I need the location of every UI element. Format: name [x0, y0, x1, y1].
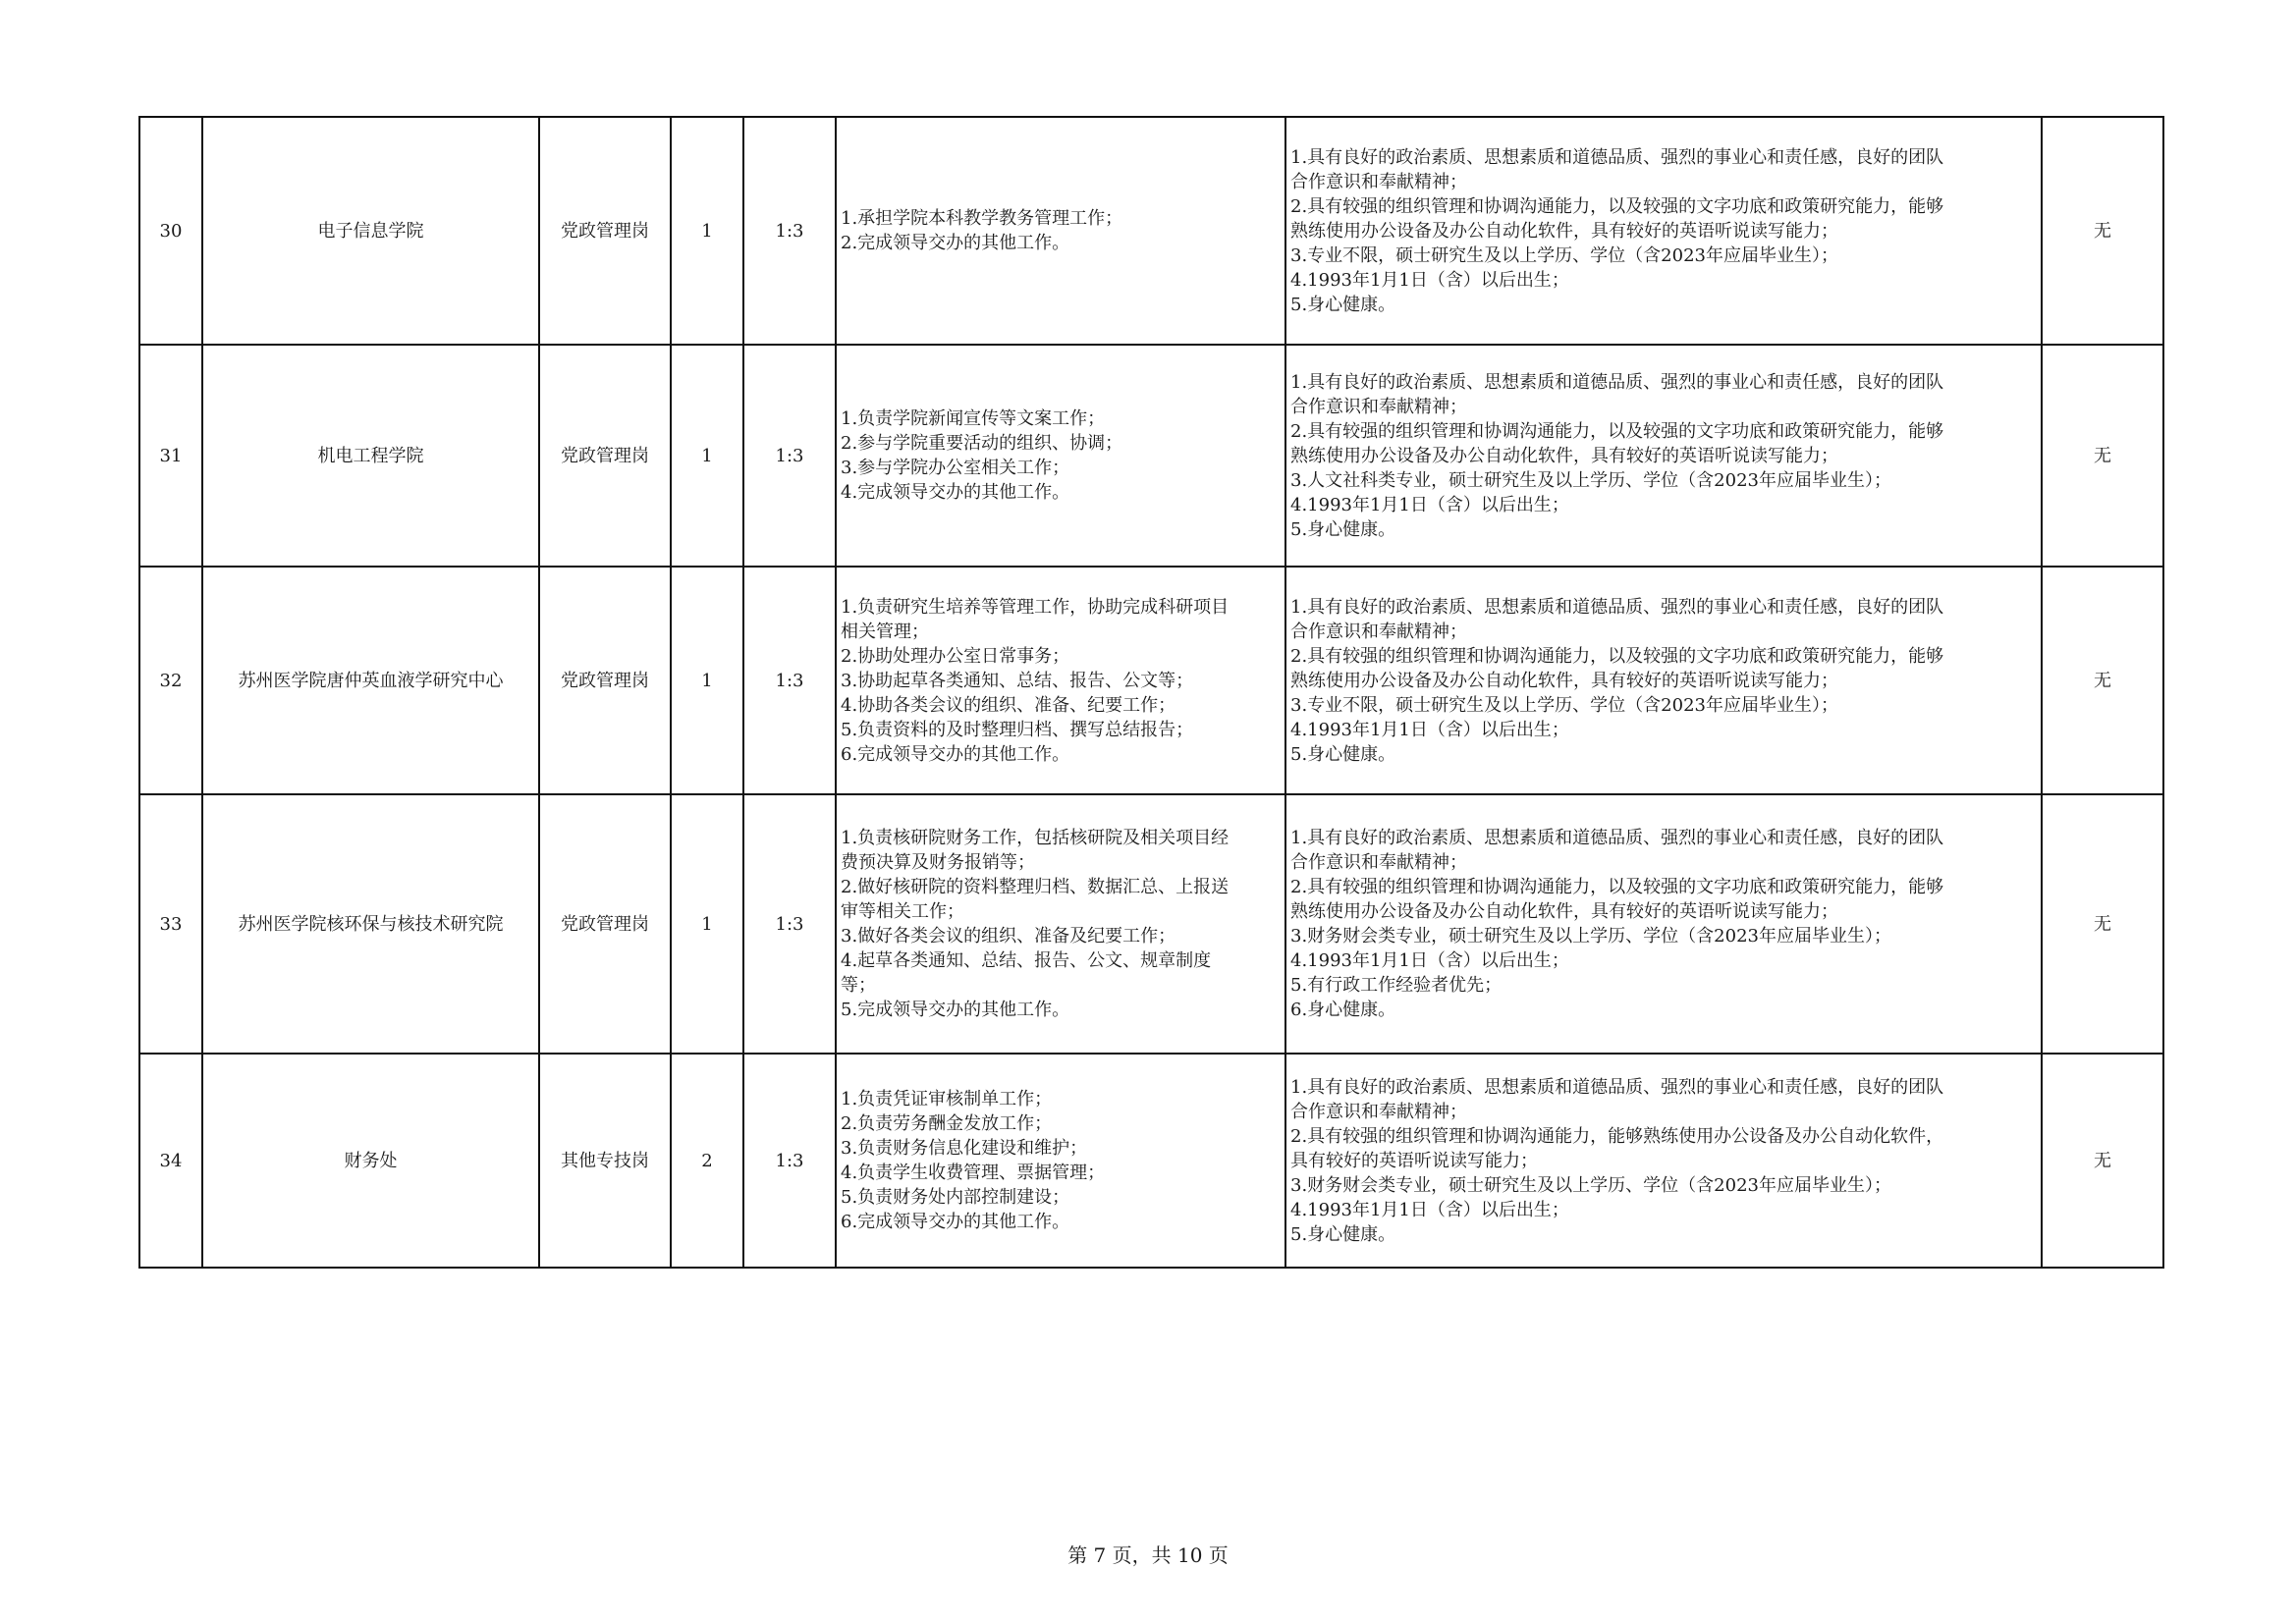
requirement-line: 1.具有良好的政治素质、思想素质和道德品质、强烈的事业心和责任感，良好的团队: [1290, 828, 1944, 848]
ratio-cell: 1:3: [743, 1054, 836, 1268]
duty-line: 1.负责学院新闻宣传等文案工作；: [841, 408, 1106, 429]
unit-name-cell: 财务处: [202, 1054, 539, 1268]
requirement-line: 合作意识和奉献精神；: [1290, 171, 1467, 192]
note-cell: 无: [2042, 567, 2163, 794]
requirement-line: 4.1993年1月1日（含）以后出生；: [1290, 494, 1569, 515]
ratio-cell: 1:3: [743, 567, 836, 794]
duty-line: 2.完成领导交办的其他工作。: [841, 233, 1070, 253]
post-type-cell: 党政管理岗: [539, 794, 671, 1054]
duty-line: 2.参与学院重要活动的组织、协调；: [841, 433, 1123, 454]
requirement-line: 3.专业不限，硕士研究生及以上学历、学位（含2023年应届毕业生）；: [1290, 244, 1838, 266]
duty-line: 6.完成领导交办的其他工作。: [841, 1212, 1070, 1232]
ratio-cell: 1:3: [743, 794, 836, 1054]
duty-line: 相关管理；: [841, 621, 929, 642]
table-row: [139, 567, 2163, 794]
requirement-line: 2.具有较强的组织管理和协调沟通能力，以及较强的文字功底和政策研究能力，能够: [1290, 645, 1944, 667]
duties-cell: [836, 1054, 1285, 1268]
requirement-line: 5.身心健康。: [1290, 743, 1396, 765]
duty-line: 2.做好核研院的资料整理归档、数据汇总、上报送: [841, 877, 1230, 897]
requirement-line: 1.具有良好的政治素质、思想素质和道德品质、强烈的事业心和责任感，良好的团队: [1290, 146, 1944, 168]
requirement-line: 4.1993年1月1日（含）以后出生；: [1290, 719, 1569, 740]
post-type-cell: 党政管理岗: [539, 117, 671, 345]
requirements-cell: [1285, 117, 2042, 345]
duty-line: 3.参与学院办公室相关工作；: [841, 458, 1070, 478]
duty-line: 1.负责研究生培养等管理工作，协助完成科研项目: [841, 596, 1230, 618]
requirements-cell: [1285, 567, 2042, 794]
requirement-line: 1.具有良好的政治素质、思想素质和道德品质、强烈的事业心和责任感，良好的团队: [1290, 1076, 1944, 1098]
page-footer: 第 7 页，共 10 页: [1067, 1543, 1229, 1567]
requirement-line: 3.财务财会类专业，硕士研究生及以上学历、学位（含2023年应届毕业生）；: [1290, 1174, 1891, 1196]
table-row: [139, 345, 2163, 567]
requirement-line: 4.1993年1月1日（含）以后出生；: [1290, 1199, 1569, 1220]
row-number-cell: 31: [139, 345, 202, 567]
note-cell: 无: [2042, 794, 2163, 1054]
ratio-cell: 1:3: [743, 345, 836, 567]
duty-line: 5.完成领导交办的其他工作。: [841, 1000, 1070, 1020]
unit-name-cell: 电子信息学院: [202, 117, 539, 345]
requirement-line: 合作意识和奉献精神；: [1290, 1101, 1467, 1122]
requirements-cell: [1285, 794, 2042, 1054]
duties-cell: [836, 794, 1285, 1054]
duty-line: 1.负责凭证审核制单工作；: [841, 1089, 1053, 1109]
unit-name-cell: 苏州医学院唐仲英血液学研究中心: [202, 567, 539, 794]
duty-line: 4.协助各类会议的组织、准备、纪要工作；: [841, 694, 1176, 716]
duty-line: 1.承担学院本科教学教务管理工作；: [841, 208, 1123, 229]
note-cell: 无: [2042, 1054, 2163, 1268]
requirement-line: 3.人文社科类专业，硕士研究生及以上学历、学位（含2023年应届毕业生）；: [1290, 469, 1891, 491]
duty-line: 6.完成领导交办的其他工作。: [841, 743, 1070, 765]
duties-cell: [836, 345, 1285, 567]
row-number-cell: 34: [139, 1054, 202, 1268]
requirement-line: 4.1993年1月1日（含）以后出生；: [1290, 269, 1569, 291]
requirement-line: 4.1993年1月1日（含）以后出生；: [1290, 950, 1569, 971]
headcount-cell: 1: [671, 117, 743, 345]
headcount-cell: 1: [671, 794, 743, 1054]
requirement-line: 2.具有较强的组织管理和协调沟通能力，以及较强的文字功底和政策研究能力，能够: [1290, 420, 1944, 442]
requirement-line: 熟练使用办公设备及办公自动化软件，具有较好的英语听说读写能力；: [1290, 670, 1838, 691]
requirement-line: 5.身心健康。: [1290, 518, 1396, 540]
post-type-cell: 党政管理岗: [539, 345, 671, 567]
row-number-cell: 30: [139, 117, 202, 345]
requirements-cell: [1285, 345, 2042, 567]
table-row: [139, 794, 2163, 1054]
duty-line: 3.负责财务信息化建设和维护；: [841, 1138, 1088, 1159]
requirement-line: 合作意识和奉献精神；: [1290, 396, 1467, 417]
duty-line: 费预决算及财务报销等；: [841, 852, 1035, 873]
requirement-line: 2.具有较强的组织管理和协调沟通能力，以及较强的文字功底和政策研究能力，能够: [1290, 877, 1944, 897]
requirements-cell: [1285, 1054, 2042, 1268]
headcount-cell: 1: [671, 345, 743, 567]
duty-line: 2.负责劳务酬金发放工作；: [841, 1113, 1053, 1134]
requirement-line: 合作意识和奉献精神；: [1290, 621, 1467, 642]
requirement-line: 合作意识和奉献精神；: [1290, 852, 1467, 873]
requirement-line: 2.具有较强的组织管理和协调沟通能力，能够熟练使用办公设备及办公自动化软件，: [1290, 1125, 1944, 1147]
requirement-line: 熟练使用办公设备及办公自动化软件，具有较好的英语听说读写能力；: [1290, 220, 1838, 242]
headcount-cell: 1: [671, 567, 743, 794]
duty-line: 4.完成领导交办的其他工作。: [841, 482, 1070, 503]
requirement-line: 6.身心健康。: [1290, 1000, 1396, 1020]
post-type-cell: 其他专技岗: [539, 1054, 671, 1268]
requirement-line: 3.专业不限，硕士研究生及以上学历、学位（含2023年应届毕业生）；: [1290, 694, 1838, 716]
duties-cell: [836, 567, 1285, 794]
requirement-line: 5.有行政工作经验者优先；: [1290, 975, 1503, 996]
duty-line: 3.协助起草各类通知、总结、报告、公文等；: [841, 670, 1194, 691]
post-type-cell: 党政管理岗: [539, 567, 671, 794]
duty-line: 4.负责学生收费管理、票据管理；: [841, 1163, 1106, 1183]
table-body: [139, 117, 2163, 1268]
duties-cell: [836, 117, 1285, 345]
requirement-line: 熟练使用办公设备及办公自动化软件，具有较好的英语听说读写能力；: [1290, 445, 1838, 466]
duty-line: 3.做好各类会议的组织、准备及纪要工作；: [841, 926, 1176, 947]
duty-line: 2.协助处理办公室日常事务；: [841, 645, 1070, 667]
requirement-line: 2.具有较强的组织管理和协调沟通能力，以及较强的文字功底和政策研究能力，能够: [1290, 195, 1944, 217]
row-number-cell: 32: [139, 567, 202, 794]
headcount-cell: 2: [671, 1054, 743, 1268]
table-row: [139, 117, 2163, 345]
requirement-line: 5.身心健康。: [1290, 1223, 1396, 1245]
table-row: [139, 1054, 2163, 1268]
duty-line: 4.起草各类通知、总结、报告、公文、规章制度: [841, 950, 1212, 971]
note-cell: 无: [2042, 345, 2163, 567]
duty-line: 5.负责资料的及时整理归档、撰写总结报告；: [841, 719, 1194, 740]
unit-name-cell: 机电工程学院: [202, 345, 539, 567]
duty-line: 1.负责核研院财务工作，包括核研院及相关项目经: [841, 828, 1230, 848]
unit-name-cell: 苏州医学院核环保与核技术研究院: [202, 794, 539, 1054]
note-cell: 无: [2042, 117, 2163, 345]
duty-line: 5.负责财务处内部控制建设；: [841, 1187, 1070, 1208]
requirement-line: 熟练使用办公设备及办公自动化软件，具有较好的英语听说读写能力；: [1290, 901, 1838, 922]
row-number-cell: 33: [139, 794, 202, 1054]
requirement-line: 具有较好的英语听说读写能力；: [1290, 1150, 1538, 1171]
recruitment-table: [138, 116, 2164, 1269]
duty-line: 等；: [841, 975, 876, 996]
requirement-line: 5.身心健康。: [1290, 294, 1396, 315]
requirement-line: 3.财务财会类专业，硕士研究生及以上学历、学位（含2023年应届毕业生）；: [1290, 926, 1891, 947]
duty-line: 审等相关工作；: [841, 901, 964, 922]
requirement-line: 1.具有良好的政治素质、思想素质和道德品质、强烈的事业心和责任感，良好的团队: [1290, 596, 1944, 618]
ratio-cell: 1:3: [743, 117, 836, 345]
requirement-line: 1.具有良好的政治素质、思想素质和道德品质、强烈的事业心和责任感，良好的团队: [1290, 371, 1944, 393]
